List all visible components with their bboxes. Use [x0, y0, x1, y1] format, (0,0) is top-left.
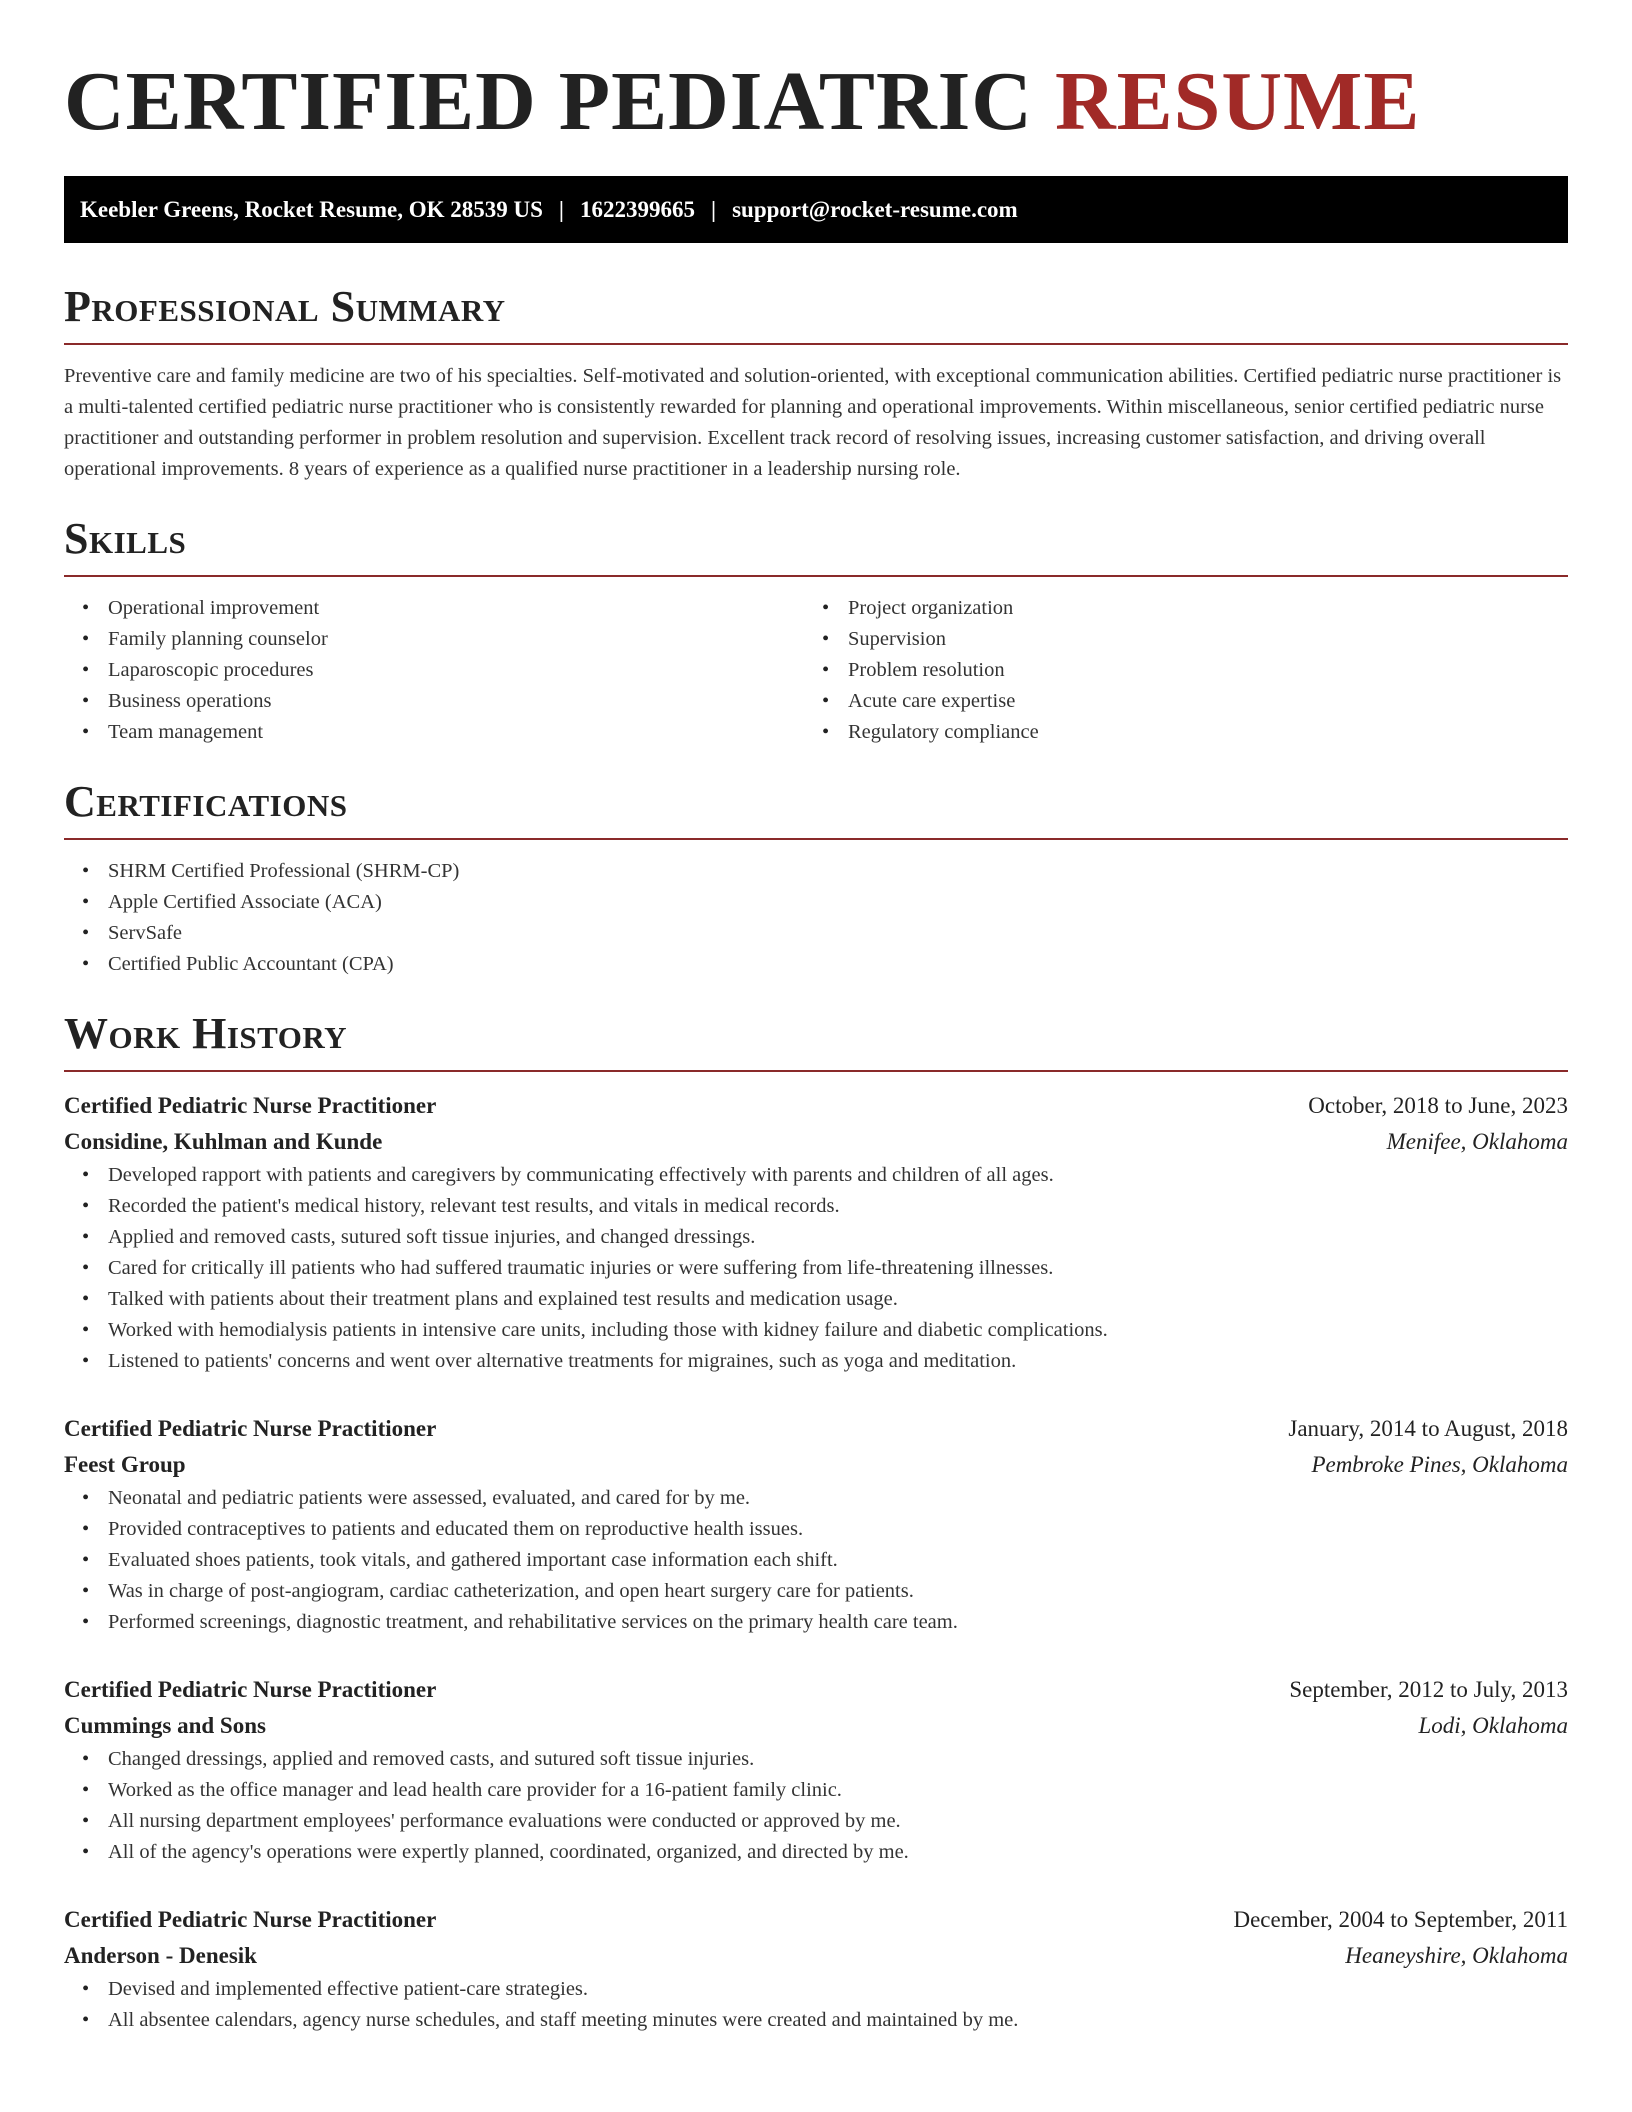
- contact-separator: |: [558, 196, 564, 222]
- skill-item: • Regulatory compliance: [848, 717, 1544, 748]
- skill-item: • Problem resolution: [848, 655, 1544, 686]
- job-company-row: [64, 1124, 1568, 1160]
- job-dates: October, 2018 to June, 2023: [1308, 1093, 1568, 1118]
- section-heading-work-history: Work History: [64, 1008, 1568, 1072]
- job-duty-item: • Devised and implemented effective patient-care strategies.: [108, 1974, 1568, 2005]
- job-dates: January, 2014 to August, 2018: [1288, 1416, 1568, 1441]
- title-accent: RESUME: [1054, 55, 1421, 148]
- section-heading-certifications: Certifications: [64, 776, 1568, 840]
- job-duties-list: [64, 1974, 1568, 2036]
- skill-item: • Supervision: [848, 624, 1544, 655]
- job-duty-item: • All of the agency's operations were expertly planned, coordinated, organized, and directed by me.: [108, 1837, 1568, 1868]
- job-duty-item: • Talked with patients about their treatment plans and explained test results and medication usage.: [108, 1284, 1568, 1315]
- job-entry: [64, 1672, 1568, 1868]
- skills-list-left: [64, 593, 804, 748]
- job-company: Considine, Kuhlman and Kunde: [64, 1129, 383, 1154]
- job-location: Lodi, Oklahoma: [1418, 1713, 1568, 1738]
- certification-item: • ServSafe: [108, 918, 1568, 949]
- job-duty-item: • All nursing department employees' performance evaluations were conducted or approved by me.: [108, 1806, 1568, 1837]
- certifications-section: [64, 776, 1568, 980]
- job-title: Certified Pediatric Nurse Practitioner: [64, 1677, 437, 1702]
- job-duty-item: • Developed rapport with patients and caregivers by communicating effectively with parents and children of all ages.: [108, 1160, 1568, 1191]
- job-duty-item: • Worked with hemodialysis patients in intensive care units, including those with kidney failure and diabetic complications.: [108, 1315, 1568, 1346]
- skill-item: • Family planning counselor: [108, 624, 804, 655]
- job-location: Menifee, Oklahoma: [1386, 1129, 1568, 1154]
- skill-item: • Laparoscopic procedures: [108, 655, 804, 686]
- certification-item: • SHRM Certified Professional (SHRM-CP): [108, 856, 1568, 887]
- job-duty-item: • Recorded the patient's medical history, relevant test results, and vitals in medical records.: [108, 1191, 1568, 1222]
- resume-title: [64, 0, 1568, 146]
- job-title: Certified Pediatric Nurse Practitioner: [64, 1907, 437, 1932]
- section-heading-skills: Skills: [64, 513, 1568, 577]
- job-duty-item: • Evaluated shoes patients, took vitals, and gathered important case information each shift.: [108, 1545, 1568, 1576]
- job-duties-list: [64, 1744, 1568, 1868]
- job-header-row: [64, 1088, 1568, 1124]
- job-company: Cummings and Sons: [64, 1713, 266, 1738]
- job-entry: [64, 1088, 1568, 1377]
- job-duty-item: • Applied and removed casts, sutured soft tissue injuries, and changed dressings.: [108, 1222, 1568, 1253]
- work-history-section: [64, 1008, 1568, 2036]
- job-dates: September, 2012 to July, 2013: [1289, 1677, 1568, 1702]
- skill-item: • Team management: [108, 717, 804, 748]
- job-location: Heaneyshire, Oklahoma: [1345, 1943, 1568, 1968]
- job-entry: [64, 1902, 1568, 2036]
- job-company-row: [64, 1938, 1568, 1974]
- job-header-row: [64, 1672, 1568, 1708]
- job-duties-list: [64, 1483, 1568, 1638]
- job-duty-item: • Worked as the office manager and lead health care provider for a 16-patient family clinic.: [108, 1775, 1568, 1806]
- section-heading-summary: Professional Summary: [64, 281, 1568, 345]
- contact-separator: |: [711, 196, 717, 222]
- skills-section: [64, 513, 1568, 748]
- certification-item: • Apple Certified Associate (ACA): [108, 887, 1568, 918]
- job-duty-item: • Neonatal and pediatric patients were assessed, evaluated, and cared for by me.: [108, 1483, 1568, 1514]
- job-title: Certified Pediatric Nurse Practitioner: [64, 1093, 437, 1118]
- skills-column-right: [804, 593, 1544, 748]
- contact-address: Keebler Greens, Rocket Resume, OK 28539 US: [80, 196, 543, 222]
- job-header-row: [64, 1411, 1568, 1447]
- job-location: Pembroke Pines, Oklahoma: [1311, 1452, 1568, 1477]
- contact-bar: [64, 176, 1568, 243]
- job-list: [64, 1088, 1568, 2036]
- title-main: CERTIFIED PEDIATRIC: [64, 55, 1033, 148]
- job-company: Feest Group: [64, 1452, 186, 1477]
- job-duty-item: • Changed dressings, applied and removed casts, and sutured soft tissue injuries.: [108, 1744, 1568, 1775]
- job-company-row: [64, 1447, 1568, 1483]
- contact-email: support@rocket-resume.com: [732, 196, 1018, 222]
- job-duty-item: • Performed screenings, diagnostic treatment, and rehabilitative services on the primary health care team.: [108, 1607, 1568, 1638]
- job-duty-item: • Cared for critically ill patients who had suffered traumatic injuries or were suffering from life-threatening illnesses.: [108, 1253, 1568, 1284]
- summary-text: Preventive care and family medicine are two of his specialties. Self-motivated and solution-oriented, with exceptional communication abilities. Certified pediatric nurse practitioner is a multi-talented certified pediatric nurse practitioner who is consistently rewarded for planning and operational improvements. Within miscellaneous, senior certified pediatric nurse practitioner and outstanding performer in problem resolution and supervision. Excellent track record of resolving issues, increasing customer satisfaction, and driving overall operational improvements. 8 years of experience as a qualified nurse practitioner in a leadership nursing role.: [64, 365, 1562, 480]
- skill-item: • Business operations: [108, 686, 804, 717]
- job-company: Anderson - Denesik: [64, 1943, 257, 1968]
- job-duties-list: [64, 1160, 1568, 1377]
- job-duty-item: • Was in charge of post-angiogram, cardiac catheterization, and open heart surgery care for patients.: [108, 1576, 1568, 1607]
- skill-item: • Operational improvement: [108, 593, 804, 624]
- skills-columns: [64, 593, 1568, 748]
- job-entry: [64, 1411, 1568, 1638]
- job-duty-item: • Provided contraceptives to patients and educated them on reproductive health issues.: [108, 1514, 1568, 1545]
- job-company-row: [64, 1708, 1568, 1744]
- job-dates: December, 2004 to September, 2011: [1233, 1907, 1568, 1932]
- job-header-row: [64, 1902, 1568, 1938]
- skills-list-right: [804, 593, 1544, 748]
- contact-phone: 1622399665: [580, 196, 695, 222]
- certifications-list: [64, 856, 1568, 980]
- skill-item: • Acute care expertise: [848, 686, 1544, 717]
- job-duty-item: • All absentee calendars, agency nurse schedules, and staff meeting minutes were created and maintained by me.: [108, 2005, 1568, 2036]
- certification-item: • Certified Public Accountant (CPA): [108, 949, 1568, 980]
- skills-column-left: [64, 593, 804, 748]
- job-title: Certified Pediatric Nurse Practitioner: [64, 1416, 437, 1441]
- professional-summary-section: [64, 281, 1568, 485]
- skill-item: • Project organization: [848, 593, 1544, 624]
- job-duty-item: • Listened to patients' concerns and went over alternative treatments for migraines, such as yoga and meditation.: [108, 1346, 1568, 1377]
